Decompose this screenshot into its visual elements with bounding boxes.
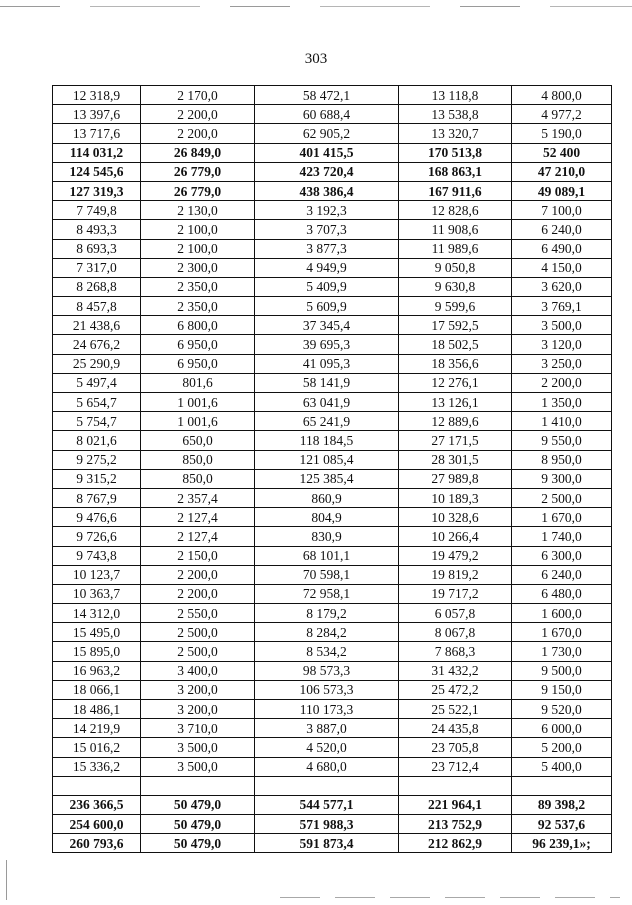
table-cell: 544 577,1: [255, 795, 399, 814]
table-cell: 13 538,8: [399, 105, 512, 124]
table-cell: 3 887,0: [255, 719, 399, 738]
table-row: [53, 604, 612, 623]
table-cell: [53, 776, 141, 795]
table-row: [53, 814, 612, 833]
table-row: [53, 316, 612, 335]
table-cell: 23 712,4: [399, 757, 512, 776]
table-cell: 28 301,5: [399, 450, 512, 469]
table-cell: 168 863,1: [399, 162, 512, 181]
table-cell: 438 386,4: [255, 181, 399, 200]
table-cell: 21 438,6: [53, 316, 141, 335]
table-cell: 2 550,0: [141, 604, 255, 623]
table-cell: 41 095,3: [255, 354, 399, 373]
table-cell: 10 266,4: [399, 527, 512, 546]
table-cell: 26 779,0: [141, 162, 255, 181]
table-cell: 5 400,0: [512, 757, 612, 776]
table-cell: 3 769,1: [512, 297, 612, 316]
table-row: [53, 297, 612, 316]
table-cell: 25 472,2: [399, 680, 512, 699]
table-cell: 10 123,7: [53, 565, 141, 584]
table-cell: 650,0: [141, 431, 255, 450]
table-cell: 9 520,0: [512, 700, 612, 719]
table-row: [53, 181, 612, 200]
table-cell: 4 680,0: [255, 757, 399, 776]
table-cell: 8 493,3: [53, 220, 141, 239]
table-cell: 7 868,3: [399, 642, 512, 661]
table-row: [53, 86, 612, 105]
table-cell: 9 500,0: [512, 661, 612, 680]
table-row: [53, 565, 612, 584]
table-cell: 5 200,0: [512, 738, 612, 757]
table-row: [53, 412, 612, 431]
table-cell: 15 895,0: [53, 642, 141, 661]
table-cell: [512, 776, 612, 795]
table-cell: 2 150,0: [141, 546, 255, 565]
table-cell: 860,9: [255, 488, 399, 507]
table-cell: 1 410,0: [512, 412, 612, 431]
table-cell: 3 707,3: [255, 220, 399, 239]
table-cell: 14 219,9: [53, 719, 141, 738]
table-row: [53, 834, 612, 853]
table-cell: 3 500,0: [141, 757, 255, 776]
table-cell: 2 300,0: [141, 258, 255, 277]
table-cell: 62 905,2: [255, 124, 399, 143]
table-cell: 423 720,4: [255, 162, 399, 181]
table-row: [53, 719, 612, 738]
table-row: [53, 393, 612, 412]
table-row: [53, 450, 612, 469]
table-cell: 10 189,3: [399, 488, 512, 507]
table-cell: [141, 776, 255, 795]
table-cell: 2 127,4: [141, 527, 255, 546]
table-cell: 12 828,6: [399, 201, 512, 220]
table-row: [53, 623, 612, 642]
table-cell: 121 085,4: [255, 450, 399, 469]
table-cell: 1 350,0: [512, 393, 612, 412]
table-cell: 19 819,2: [399, 565, 512, 584]
table-cell: 5 609,9: [255, 297, 399, 316]
table-cell: 2 357,4: [141, 488, 255, 507]
table-cell: 1 600,0: [512, 604, 612, 623]
table-cell: 2 200,0: [141, 105, 255, 124]
table-cell: 9 630,8: [399, 277, 512, 296]
table-cell: 1 670,0: [512, 623, 612, 642]
table-cell: 106 573,3: [255, 680, 399, 699]
table-cell: 14 312,0: [53, 604, 141, 623]
table-cell: 9 599,6: [399, 297, 512, 316]
table-cell: 8 534,2: [255, 642, 399, 661]
table-cell: 2 100,0: [141, 239, 255, 258]
table-cell: 3 200,0: [141, 680, 255, 699]
table-cell: 23 705,8: [399, 738, 512, 757]
table-cell: 15 336,2: [53, 757, 141, 776]
table-cell: 213 752,9: [399, 814, 512, 833]
table-cell: 24 435,8: [399, 719, 512, 738]
table-cell: 850,0: [141, 450, 255, 469]
table-cell: 571 988,3: [255, 814, 399, 833]
table-cell: 3 200,0: [141, 700, 255, 719]
table-cell: 1 730,0: [512, 642, 612, 661]
table-cell: 68 101,1: [255, 546, 399, 565]
table-cell: 9 550,0: [512, 431, 612, 450]
table-row: [53, 201, 612, 220]
table-cell: 2 100,0: [141, 220, 255, 239]
table-cell: 60 688,4: [255, 105, 399, 124]
table-cell: 52 400: [512, 143, 612, 162]
table-cell: 5 497,4: [53, 373, 141, 392]
table-cell: 8 767,9: [53, 488, 141, 507]
table-cell: 13 126,1: [399, 393, 512, 412]
table-cell: 8 950,0: [512, 450, 612, 469]
table-cell: 221 964,1: [399, 795, 512, 814]
table-cell: 1 001,6: [141, 412, 255, 431]
table-cell: 13 320,7: [399, 124, 512, 143]
table-cell: 10 328,6: [399, 508, 512, 527]
table-cell: 13 717,6: [53, 124, 141, 143]
table-cell: 9 743,8: [53, 546, 141, 565]
table-row: [53, 335, 612, 354]
table-cell: 5 190,0: [512, 124, 612, 143]
table-cell: 5 654,7: [53, 393, 141, 412]
table-cell: 212 862,9: [399, 834, 512, 853]
table-row: [53, 776, 612, 795]
table-cell: 2 200,0: [512, 373, 612, 392]
table-cell: 39 695,3: [255, 335, 399, 354]
table-cell: 167 911,6: [399, 181, 512, 200]
table-cell: 70 598,1: [255, 565, 399, 584]
table-row: [53, 508, 612, 527]
table-cell: 2 200,0: [141, 124, 255, 143]
table-cell: 25 522,1: [399, 700, 512, 719]
table-row: [53, 795, 612, 814]
table-cell: 72 958,1: [255, 584, 399, 603]
table-cell: 2 200,0: [141, 584, 255, 603]
table-row: [53, 239, 612, 258]
page-number: 303: [304, 51, 328, 67]
table-cell: 9 726,6: [53, 527, 141, 546]
table-cell: 6 240,0: [512, 565, 612, 584]
table-cell: 16 963,2: [53, 661, 141, 680]
table-cell: [399, 776, 512, 795]
table-cell: 3 500,0: [141, 738, 255, 757]
table-cell: 3 120,0: [512, 335, 612, 354]
table-cell: 236 366,5: [53, 795, 141, 814]
table-cell: 13 118,8: [399, 86, 512, 105]
table-cell: 124 545,6: [53, 162, 141, 181]
table-cell: 2 500,0: [512, 488, 612, 507]
table-cell: 6 800,0: [141, 316, 255, 335]
table-cell: 37 345,4: [255, 316, 399, 335]
table-cell: 8 021,6: [53, 431, 141, 450]
table-cell: 127 319,3: [53, 181, 141, 200]
table-cell: 3 500,0: [512, 316, 612, 335]
table-row: [53, 700, 612, 719]
data-table: [52, 85, 612, 853]
table-row: [53, 488, 612, 507]
table-row: [53, 258, 612, 277]
table-row: [53, 738, 612, 757]
table-cell: 8 284,2: [255, 623, 399, 642]
table-cell: 850,0: [141, 469, 255, 488]
table-row: [53, 105, 612, 124]
table-cell: 8 268,8: [53, 277, 141, 296]
table-cell: 10 363,7: [53, 584, 141, 603]
table-cell: 5 409,9: [255, 277, 399, 296]
table-cell: 260 793,6: [53, 834, 141, 853]
table-cell: 65 241,9: [255, 412, 399, 431]
table-cell: 15 495,0: [53, 623, 141, 642]
table-cell: 804,9: [255, 508, 399, 527]
scan-artifact-top-line: [0, 6, 632, 7]
table-cell: 3 250,0: [512, 354, 612, 373]
table-row: [53, 162, 612, 181]
table-row: [53, 661, 612, 680]
table-cell: 9 050,8: [399, 258, 512, 277]
scan-artifact-bottom-line: [280, 897, 620, 898]
table-cell: 114 031,2: [53, 143, 141, 162]
table-cell: 12 889,6: [399, 412, 512, 431]
table-cell: 118 184,5: [255, 431, 399, 450]
table-row: [53, 431, 612, 450]
table-cell: 31 432,2: [399, 661, 512, 680]
table-cell: 27 989,8: [399, 469, 512, 488]
table-cell: 9 275,2: [53, 450, 141, 469]
table-row: [53, 642, 612, 661]
table-cell: 8 179,2: [255, 604, 399, 623]
table-cell: 1 001,6: [141, 393, 255, 412]
table-cell: 58 141,9: [255, 373, 399, 392]
table-cell: 18 066,1: [53, 680, 141, 699]
table-cell: 2 170,0: [141, 86, 255, 105]
table-cell: 58 472,1: [255, 86, 399, 105]
table-cell: 19 717,2: [399, 584, 512, 603]
table-cell: 7 317,0: [53, 258, 141, 277]
table-cell: 18 502,5: [399, 335, 512, 354]
table-cell: 2 350,0: [141, 277, 255, 296]
table-cell: [255, 776, 399, 795]
table-cell: 13 397,6: [53, 105, 141, 124]
table-row: [53, 757, 612, 776]
table-cell: 4 150,0: [512, 258, 612, 277]
table-cell: 254 600,0: [53, 814, 141, 833]
scan-artifact-left-line: [6, 860, 7, 900]
table-cell: 6 950,0: [141, 354, 255, 373]
table-cell: 5 754,7: [53, 412, 141, 431]
table-cell: 3 877,3: [255, 239, 399, 258]
table-cell: 98 573,3: [255, 661, 399, 680]
table-row: [53, 143, 612, 162]
table-cell: 26 779,0: [141, 181, 255, 200]
table-cell: 7 100,0: [512, 201, 612, 220]
table-row: [53, 469, 612, 488]
table-cell: 3 400,0: [141, 661, 255, 680]
table-cell: 50 479,0: [141, 795, 255, 814]
table-cell: 11 908,6: [399, 220, 512, 239]
table-cell: 49 089,1: [512, 181, 612, 200]
table-cell: 6 490,0: [512, 239, 612, 258]
table-cell: 9 476,6: [53, 508, 141, 527]
table-row: [53, 527, 612, 546]
table-cell: 25 290,9: [53, 354, 141, 373]
table-row: [53, 354, 612, 373]
table-cell: 9 300,0: [512, 469, 612, 488]
table-cell: 47 210,0: [512, 162, 612, 181]
table-cell: 6 057,8: [399, 604, 512, 623]
table-cell: 4 949,9: [255, 258, 399, 277]
table-cell: 8 067,8: [399, 623, 512, 642]
table-cell: 18 356,6: [399, 354, 512, 373]
table-cell: 89 398,2: [512, 795, 612, 814]
table-row: [53, 277, 612, 296]
table-cell: 170 513,8: [399, 143, 512, 162]
table-cell: 26 849,0: [141, 143, 255, 162]
table-row: [53, 124, 612, 143]
table-cell: 125 385,4: [255, 469, 399, 488]
table-cell: 63 041,9: [255, 393, 399, 412]
table-cell: 18 486,1: [53, 700, 141, 719]
table-cell: 12 318,9: [53, 86, 141, 105]
table-cell: 4 800,0: [512, 86, 612, 105]
table-cell: 2 127,4: [141, 508, 255, 527]
table-cell: 9 150,0: [512, 680, 612, 699]
table-cell: 591 873,4: [255, 834, 399, 853]
table-cell: 50 479,0: [141, 814, 255, 833]
table-cell: 2 500,0: [141, 623, 255, 642]
table-cell: 92 537,6: [512, 814, 612, 833]
table-cell: 6 950,0: [141, 335, 255, 354]
table-cell: 8 457,8: [53, 297, 141, 316]
table-cell: 3 710,0: [141, 719, 255, 738]
table-cell: 12 276,1: [399, 373, 512, 392]
table-cell: 24 676,2: [53, 335, 141, 354]
table-cell: 2 500,0: [141, 642, 255, 661]
table-cell: 3 192,3: [255, 201, 399, 220]
table-cell: 2 130,0: [141, 201, 255, 220]
table-cell: 3 620,0: [512, 277, 612, 296]
table-cell: 6 240,0: [512, 220, 612, 239]
table-cell: 50 479,0: [141, 834, 255, 853]
table-row: [53, 680, 612, 699]
table-cell: 6 480,0: [512, 584, 612, 603]
table-row: [53, 373, 612, 392]
table-cell: 830,9: [255, 527, 399, 546]
table-cell: 17 592,5: [399, 316, 512, 335]
table-cell: 96 239,1»;: [512, 834, 612, 853]
table-cell: 7 749,8: [53, 201, 141, 220]
table-cell: 801,6: [141, 373, 255, 392]
table-cell: 9 315,2: [53, 469, 141, 488]
table-cell: 8 693,3: [53, 239, 141, 258]
table-body: [53, 86, 612, 853]
table-cell: 1 740,0: [512, 527, 612, 546]
table-row: [53, 584, 612, 603]
table-cell: 27 171,5: [399, 431, 512, 450]
table-cell: 19 479,2: [399, 546, 512, 565]
table-cell: 1 670,0: [512, 508, 612, 527]
table-cell: 110 173,3: [255, 700, 399, 719]
table-cell: 2 200,0: [141, 565, 255, 584]
table-cell: 4 520,0: [255, 738, 399, 757]
table-cell: 6 300,0: [512, 546, 612, 565]
table-row: [53, 546, 612, 565]
table-cell: 4 977,2: [512, 105, 612, 124]
table-cell: 401 415,5: [255, 143, 399, 162]
table-cell: 15 016,2: [53, 738, 141, 757]
table-cell: 6 000,0: [512, 719, 612, 738]
table-row: [53, 220, 612, 239]
table-cell: 11 989,6: [399, 239, 512, 258]
table-cell: 2 350,0: [141, 297, 255, 316]
